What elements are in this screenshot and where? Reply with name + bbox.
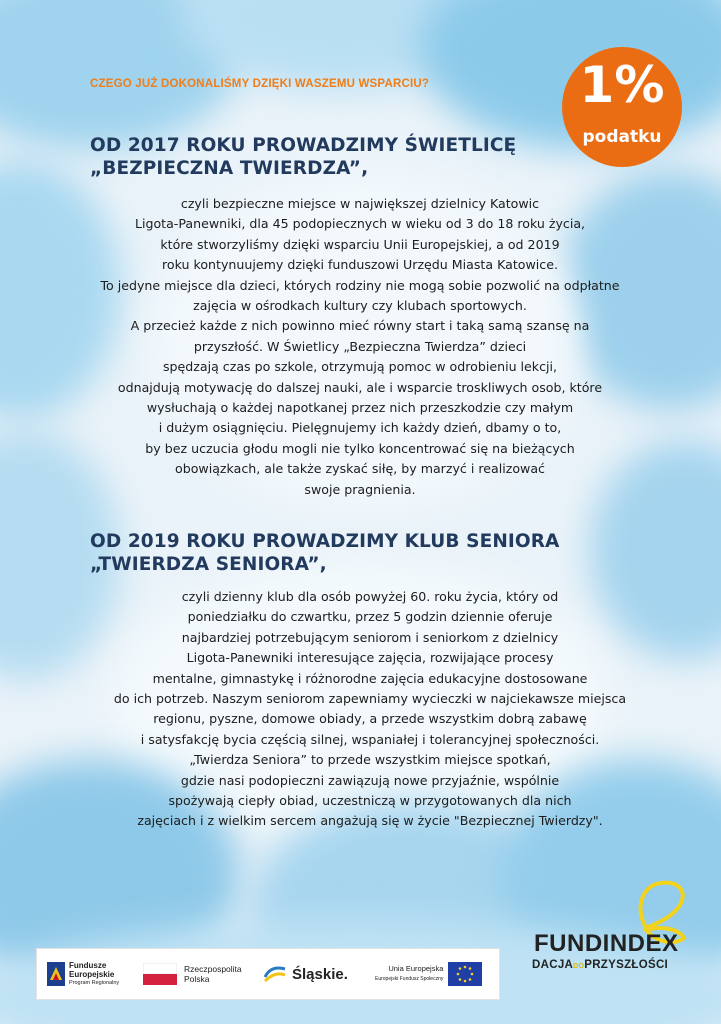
section2-heading-line: OD 2019 ROKU PROWADZIMY KLUB SENIORA bbox=[90, 531, 560, 552]
one-percent-badge bbox=[562, 47, 682, 167]
body-line: czyli bezpieczne miejsce w największej dzielnicy Katowic bbox=[180, 196, 540, 211]
body-line: spędzają czas po szkole, otrzymują pomoc w odrobieniu lekcji, bbox=[162, 359, 558, 375]
body-line: by bez uczucia głodu mogli nie tylko koncentrować się na bieżących bbox=[145, 440, 575, 456]
body-line: Ligota-Panewniki, dla 45 podopiecznych w wieku od 3 do 18 roku życia, bbox=[134, 216, 586, 232]
body-line: spożywają ciepły obiad, uczestniczą w przygotowanych dla nich bbox=[168, 793, 572, 809]
unia-europejska-logo bbox=[375, 949, 482, 999]
body-line: poniedziałku do czwartku, przez 5 godzin dziennie oferuje bbox=[187, 609, 553, 625]
fundindex-title: FUNDINDEX bbox=[534, 930, 679, 957]
body-line: swoje pragnienia. bbox=[304, 481, 416, 497]
section1-body bbox=[60, 194, 660, 500]
fe-line2: Europejskie bbox=[69, 969, 115, 979]
fundindex-sub-a: DACJA bbox=[532, 959, 574, 971]
body-line: obowiązkach, ale także zyskać siłę, by marzyć i realizować bbox=[175, 461, 545, 477]
fundindex-sub-c: PRZYSZŁOŚCI bbox=[584, 959, 669, 971]
body-line: odnajdują motywację do dalszej nauki, ale i wsparcie troskliwych osob, które bbox=[117, 379, 603, 395]
body-line: regionu, pyszne, domowe obiady, a przede wszystkim dobrą zabawę bbox=[153, 711, 587, 727]
rp-line2: Polska bbox=[184, 974, 210, 984]
body-line: i satysfakcję bycia częścią silnej, wspaniałej i tolerancyjnej społeczności. bbox=[140, 731, 600, 747]
section1-heading bbox=[90, 134, 516, 180]
polish-flag-icon bbox=[143, 963, 177, 985]
fundusze-europejskie-icon bbox=[47, 962, 65, 986]
body-line: które stworzyliśmy dzięki wsparciu Unii Europejskiej, a od 2019 bbox=[160, 236, 560, 252]
slaskie-logo bbox=[263, 949, 348, 999]
body-line: najbardziej potrzebującym seniorom i seniorkom z dzielnicy bbox=[181, 629, 559, 645]
section2-heading bbox=[90, 530, 559, 576]
eu-flag-icon bbox=[448, 962, 482, 986]
partner-logos-bar bbox=[36, 948, 500, 1000]
body-line: przyszłość. W Świetlicy „Bezpieczna Twierdza” dzieci bbox=[193, 338, 527, 354]
body-line: Ligota-Panewniki interesujące zajęcia, rozwijające procesy bbox=[186, 650, 554, 666]
kicker-title: CZEGO JUŻ DOKONALIŚMY DZIĘKI WASZEMU WSPARCIU? bbox=[90, 78, 430, 90]
ue-line2: Europejski Fundusz Społeczny bbox=[375, 976, 444, 982]
section2-body bbox=[70, 587, 670, 832]
body-line: zajęcia w ośrodkach kultury czy klubach sportowych. bbox=[193, 298, 527, 314]
badge-label: podatku bbox=[582, 127, 662, 147]
section1-heading-line: „BEZPIECZNA TWIERDZA”, bbox=[90, 158, 369, 179]
fundindex-logo bbox=[528, 880, 698, 990]
fundusze-europejskie-logo bbox=[47, 949, 119, 999]
body-line: wysłuchają o każdej napotkanej przez nich przeszkodzie czy małym bbox=[146, 400, 574, 416]
fundindex-sub-b: DO bbox=[573, 963, 585, 970]
fundindex-subtitle bbox=[532, 959, 668, 971]
body-line: roku kontynuujemy dzięki funduszowi Urzędu Miasta Katowice. bbox=[162, 257, 558, 273]
body-line: zajęciach i z wielkim sercem angażują się w życie "Bezpiecznej Twierdzy". bbox=[137, 813, 603, 829]
body-line: „Twierdza Seniora” to przede wszystkim miejsce spotkań, bbox=[189, 752, 551, 768]
body-line: To jedyne miejsce dla dzieci, których rodziny nie mogą sobie pozwolić na odpłatne bbox=[100, 277, 620, 293]
rp-line1: Rzeczpospolita bbox=[184, 964, 242, 974]
body-line: mentalne, gimnastykę i różnorodne zajęcia edukacyjne dostosowane bbox=[152, 670, 588, 686]
body-line: i dużym osiągnięciu. Pielęgnujemy ich każdy dzień, dbamy o to, bbox=[158, 420, 562, 436]
ue-line1: Unia Europejska bbox=[388, 964, 444, 973]
badge-percent: 1% bbox=[579, 56, 665, 114]
fe-line3: Program Regionalny bbox=[69, 979, 120, 986]
fe-line1: Fundusze bbox=[69, 960, 107, 970]
section2-heading-line: „TWIERDZA SENIORA”, bbox=[90, 554, 327, 575]
rzeczpospolita-polska-logo bbox=[143, 949, 242, 999]
body-line: gdzie nasi podopieczni zawiązują nowe przyjaźnie, wspólnie bbox=[180, 772, 560, 788]
slaskie-swirl-icon bbox=[263, 963, 287, 985]
section1-heading-line: OD 2017 ROKU PROWADZIMY ŚWIETLICĘ bbox=[90, 135, 517, 156]
body-line: A przecież każde z nich powinno mieć równy start i taką samą szansę na bbox=[130, 318, 590, 334]
body-line: czyli dzienny klub dla osób powyżej 60. roku życia, który od bbox=[181, 589, 559, 604]
body-line: do ich potrzeb. Naszym seniorom zapewniamy wycieczki w najciekawsze miejsca bbox=[113, 691, 627, 707]
slaskie-text: Śląskie. bbox=[292, 965, 348, 983]
